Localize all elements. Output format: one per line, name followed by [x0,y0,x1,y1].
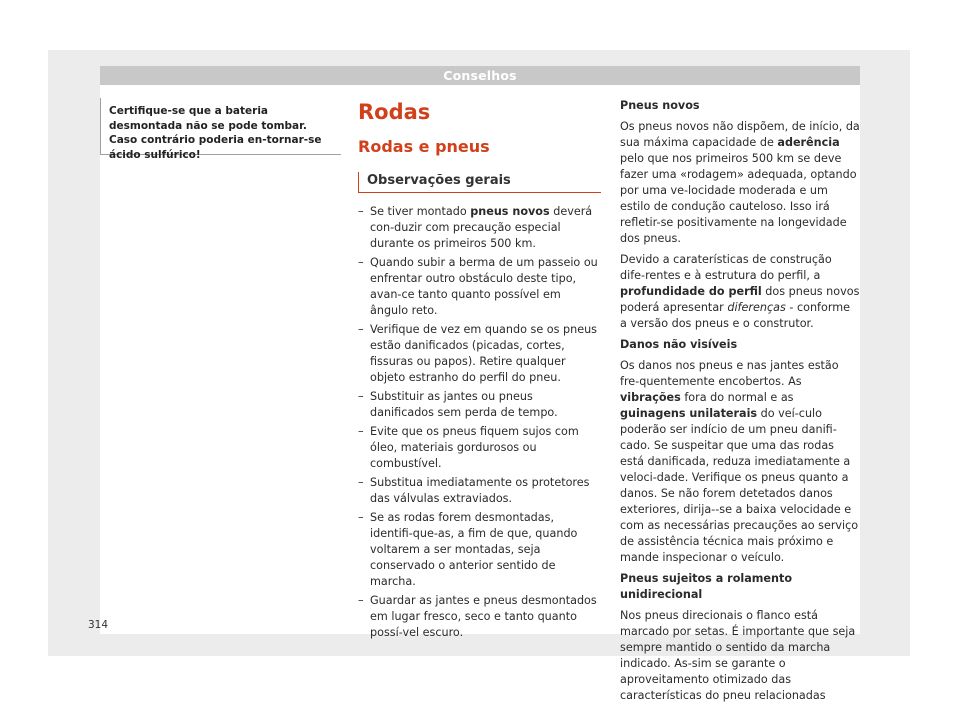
list-item [358,389,600,421]
dash-bullet: – [358,256,364,269]
bold-term-aderencia: aderência [777,136,840,149]
subheading-pneus-novos: Pneus novos [620,99,700,112]
warning-note-text: Certifique-se que a bateria desmontada não se pode tombar. Caso contrário poderia en-tornar-se ácido sulfúrico! [109,105,322,161]
paragraph-perfil [620,252,860,332]
list-item [358,475,600,507]
text-run: Quando subir a berma de um passeio ou enfrentar outro obstáculo deste tipo, avan-ce tanto quanto possível em ângulo reto. [370,256,598,317]
text-run: dos pneus novos poderá apresentar [620,285,860,314]
heading-rodas-e-pneus: Rodas e pneus [358,137,490,156]
text-run: pelo que nos primeiros 500 km se deve fazer uma «rodagem» adequada, optando por uma ve-locidade moderada e um estilo de condução cauteloso. Isso irá refletir-se positivamente na longevidade dos pneus. [620,152,857,245]
paragraph-pneus-novos [620,119,860,247]
text-run: do veí-culo poderão ser indício de um pneu danifi-cado. Se suspeitar que uma das rodas está danificada, reduza imediatamente a veloci-dade. Verifique os pneus quanto a danos. Se não forem detetados danos exteriores, dirija--se a baixa velocidade e com as necessárias precauções ao serviço de assistência técnica mais próximo e mande inspecionar o veículo. [620,407,859,564]
text-run: Substituir as jantes ou pneus danificados sem perda de tempo. [370,390,558,419]
tips-list [358,204,600,644]
bold-term-profundidade: profundidade do perfil [620,285,762,298]
text-run: deverá con-duzir com precaução especial durante os primeiros 500 km. [370,205,593,250]
bold-term-vibracoes: vibrações [620,391,681,404]
text-run: Se as rodas forem desmontadas, identifi-que-as, a fim de que, quando voltarem a ser montadas, seja conservado o anterior sentido de marcha. [370,511,578,588]
dash-bullet: – [358,594,364,607]
heading-rodas: Rodas [358,100,431,124]
list-item [358,424,600,472]
text-run: fora do normal e as [680,391,794,404]
right-column [620,98,860,709]
text-run: Verifique de vez em quando se os pneus estão danificados (picadas, cortes, fissuras ou papos). Retire qualquer objeto estranho do perfil do pneu. [370,323,597,384]
dash-bullet: – [358,390,364,403]
dash-bullet: – [358,323,364,336]
page-number: 314 [88,619,109,631]
subheading-danos: Danos não visíveis [620,338,738,351]
heading-observacoes-frame [358,172,601,193]
text-run: Os pneus novos não dispõem, de início, da sua máxima capacidade de [620,120,860,149]
paragraph-danos [620,358,860,566]
text-run: Evite que os pneus fiquem sujos com óleo, materiais gordurosos ou combustível. [370,425,579,470]
paragraph-unidirecional: Nos pneus direcionais o flanco está marcado por setas. É importante que seja sempre mantido o sentido da marcha indicado. As-sim se garante o aproveitamento otimizado das características do pneu relacionadas [620,609,856,702]
list-item [358,593,600,641]
list-item [358,255,600,319]
text-run: Substitua imediatamente os protetores das válvulas extraviados. [370,476,590,505]
dash-bullet: – [358,205,364,218]
dash-bullet: – [358,511,364,524]
text-run: - conforme a versão dos pneus e o construtor. [620,301,850,330]
text-run: Se tiver montado [370,205,471,218]
list-item [358,322,600,386]
bold-term: pneus novos [470,205,550,218]
heading-observacoes-gerais: Observações gerais [367,173,511,188]
text-run: Guardar as jantes e pneus desmontados em lugar fresco, seco e tanto quanto possí-vel escuro. [370,594,597,639]
dash-bullet: – [358,425,364,438]
list-item [358,204,600,252]
subheading-unidirecional: Pneus sujeitos a rolamento unidirecional [620,572,793,601]
text-run: Devido a caraterísticas de construção dife-rentes e à estrutura do perfil, a [620,253,832,282]
section-header: Conselhos [100,66,860,85]
warning-note-box [100,98,341,161]
list-item [358,510,600,590]
text-run: Os danos nos pneus e nas jantes estão fre-quentemente encobertos. As [620,359,839,388]
italic-term-diferencas: diferenças [727,301,786,314]
bold-term-guinagens: guinagens unilaterais [620,407,758,420]
dash-bullet: – [358,476,364,489]
